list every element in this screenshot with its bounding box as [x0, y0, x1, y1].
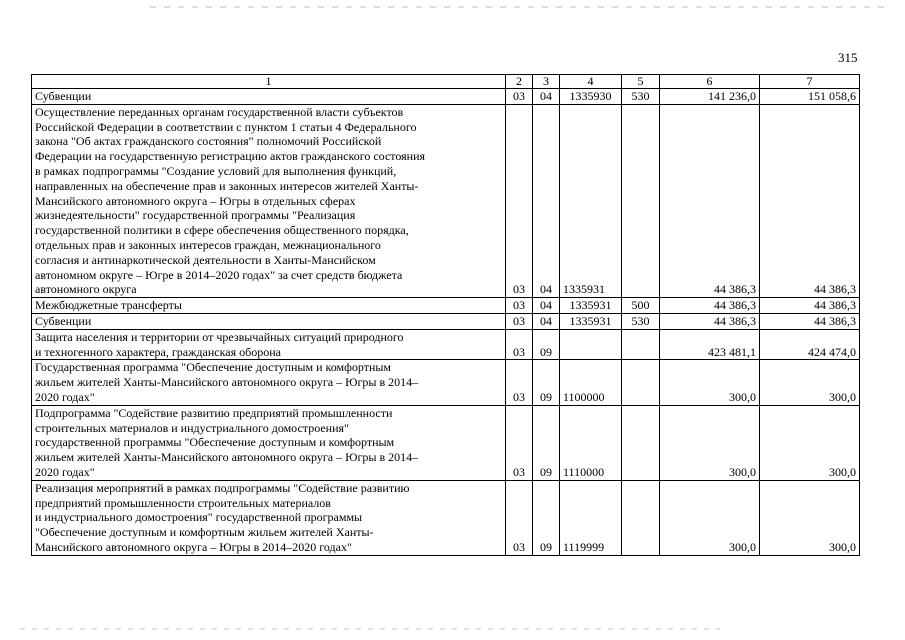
amount-col7: 300,0: [760, 405, 860, 480]
amount-col7: 44 386,3: [760, 104, 860, 297]
table-row: [32, 298, 860, 314]
amount-col6: 423 481,1: [660, 329, 760, 360]
subsection-code: 04: [533, 104, 560, 297]
expense-type-code: [622, 329, 660, 360]
row-name-text: Реализация мероприятий в рамках подпрограммы "Содействие развитию предприятий промышленности строительных материалов и индустриального домостроения" государственной программы "Обеспечение доступным и комфортным жильем жителей Ханты- Мансийского автономного округа – Югры в 2014–2020 годах": [35, 480, 410, 554]
amount-col6: 300,0: [660, 405, 760, 480]
section-code: 03: [506, 313, 533, 329]
target-article-code: [560, 329, 622, 360]
amount-col7: 44 386,3: [760, 313, 860, 329]
amount-col6: 300,0: [660, 480, 760, 555]
amount-col6: 44 386,3: [660, 313, 760, 329]
target-article-code: 1110000: [560, 405, 622, 480]
subsection-code: 09: [533, 329, 560, 360]
section-code: 03: [506, 480, 533, 555]
amount-col7: 151 058,6: [760, 89, 860, 105]
amount-col7: 424 474,0: [760, 329, 860, 360]
scan-artifact-top: [150, 6, 890, 8]
column-header: 3: [533, 75, 560, 89]
table-row: [32, 313, 860, 329]
expense-type-code: [622, 405, 660, 480]
amount-col6: 300,0: [660, 360, 760, 405]
expense-type-code: 530: [622, 89, 660, 105]
amount-col6: 44 386,3: [660, 104, 760, 297]
row-name-text: Осуществление переданных органам государственной власти субъектов Российской Федерации в соответствии с пунктом 1 статьи 4 Федерального закона "Об актах гражданского состояния" полномочий Российской Федерации на государственную регистрацию актов гражданского состояния в рамках подпрограммы "Создание условий для выполнения функций, направленных на обеспечение прав и законных интересов жителей Ханты- Мансийского автономного округа – Югры в отдельных сферах жизнедеятельности" государственной программы "Реализация государственной политики в сфере обеспечения общественного порядка, отдельных прав и законных интересов граждан, межнационального согласия и антинаркотической деятельности в Ханты-Мансийском автономном округе – Югре в 2014–2020 годах" за счет средств бюджета автономного округа: [35, 104, 426, 297]
target-article-code: 1335931: [560, 104, 622, 297]
expense-type-code: [622, 480, 660, 555]
row-name-text: Подпрограмма "Содействие развитию предприятий промышленности строительных материалов и индустриального домостроения" государственной программы "Обеспечение доступным и комфортным жильем жителей Ханты-Мансийского автономного округа – Югры в 2014– 2020 годах": [35, 405, 419, 479]
column-header: 1: [32, 75, 506, 89]
subsection-code: 09: [533, 480, 560, 555]
row-name: [32, 104, 506, 297]
row-name-text: Защита населения и территории от чрезвычайных ситуаций природного и техногенного характера, гражданская оборона: [35, 329, 404, 359]
table-row: [32, 89, 860, 105]
section-code: 03: [506, 298, 533, 314]
table-row: [32, 480, 860, 555]
column-header: 5: [622, 75, 660, 89]
table-row: [32, 104, 860, 297]
amount-col7: 300,0: [760, 480, 860, 555]
amount-col7: 300,0: [760, 360, 860, 405]
amount-col6: 44 386,3: [660, 298, 760, 314]
row-name-text: Государственная программа "Обеспечение доступным и комфортным жильем жителей Ханты-Мансийского автономного округа – Югры в 2014– 2020 годах": [35, 360, 419, 404]
target-article-code: 1335931: [560, 298, 622, 314]
section-code: 03: [506, 360, 533, 405]
table-header-row: [32, 75, 860, 89]
budget-table: [31, 74, 860, 556]
row-name: [32, 329, 506, 360]
row-name: [32, 360, 506, 405]
subsection-code: 09: [533, 405, 560, 480]
column-header: 2: [506, 75, 533, 89]
section-code: 03: [506, 104, 533, 297]
expense-type-code: 530: [622, 313, 660, 329]
page-number: 315: [838, 50, 858, 65]
row-name: [32, 298, 506, 314]
column-header: 6: [660, 75, 760, 89]
table-row: [32, 405, 860, 480]
row-name: [32, 313, 506, 329]
section-code: 03: [506, 89, 533, 105]
expense-type-code: [622, 104, 660, 297]
expense-type-code: [622, 360, 660, 405]
column-header: 4: [560, 75, 622, 89]
section-code: 03: [506, 405, 533, 480]
row-name-text: Субвенции: [35, 313, 92, 328]
subsection-code: 09: [533, 360, 560, 405]
scan-artifact-bottom: [20, 628, 720, 630]
row-name: [32, 405, 506, 480]
expense-type-code: 500: [622, 298, 660, 314]
target-article-code: 1335931: [560, 313, 622, 329]
target-article-code: 1100000: [560, 360, 622, 405]
row-name: [32, 89, 506, 105]
table-row: [32, 329, 860, 360]
row-name-text: Субвенции: [35, 89, 92, 103]
table-row: [32, 360, 860, 405]
row-name: [32, 480, 506, 555]
column-header: 7: [760, 75, 860, 89]
subsection-code: 04: [533, 89, 560, 105]
subsection-code: 04: [533, 298, 560, 314]
amount-col6: 141 236,0: [660, 89, 760, 105]
row-name-text: Межбюджетные трансферты: [35, 298, 182, 313]
target-article-code: 1335930: [560, 89, 622, 105]
amount-col7: 44 386,3: [760, 298, 860, 314]
subsection-code: 04: [533, 313, 560, 329]
section-code: 03: [506, 329, 533, 360]
target-article-code: 1119999: [560, 480, 622, 555]
